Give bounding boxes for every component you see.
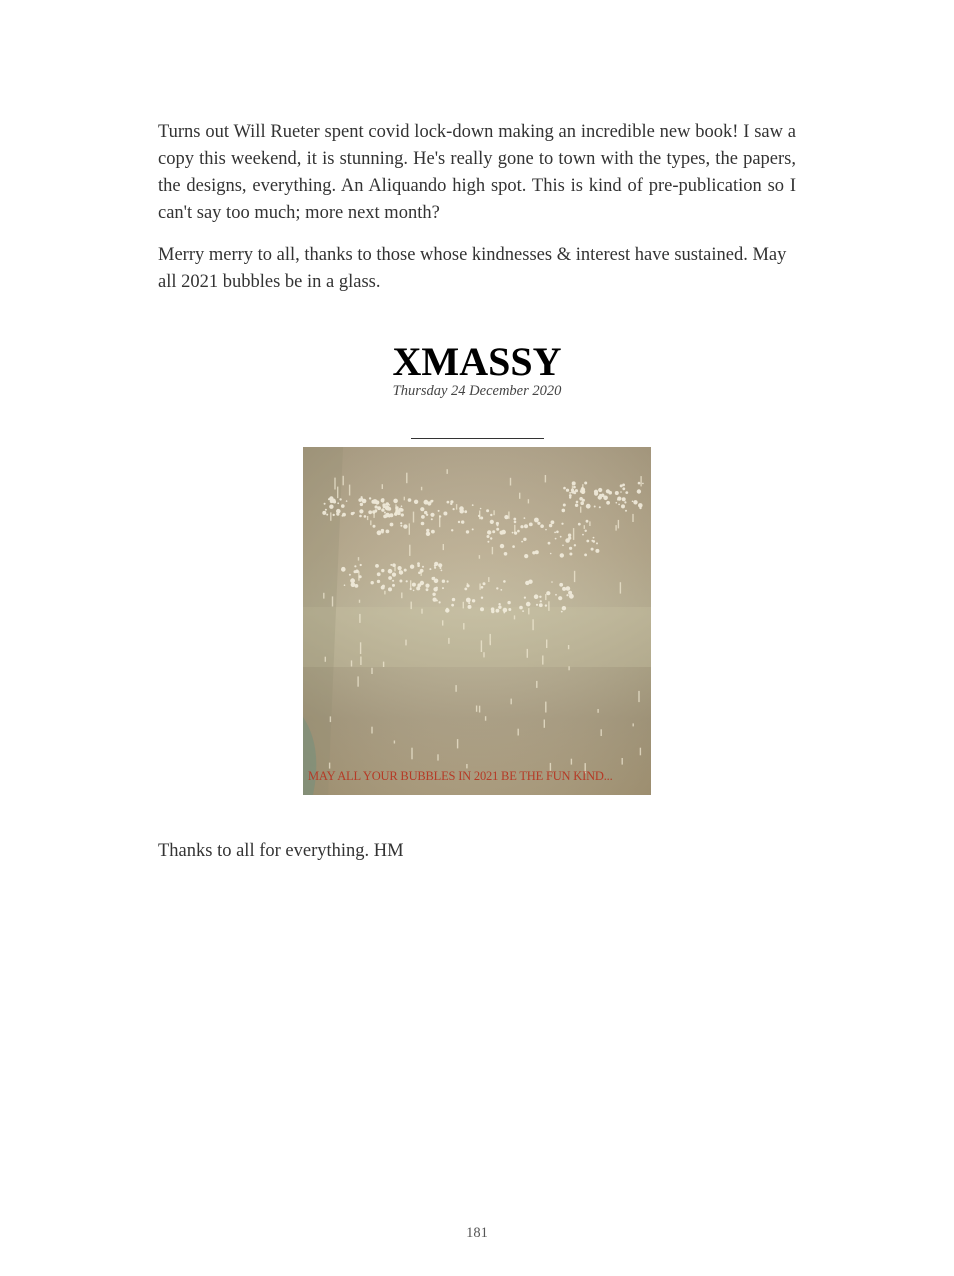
bubble-dot — [384, 512, 386, 514]
bubble-dot — [364, 515, 367, 518]
paragraph-will-rueter-book: Turns out Will Rueter spent covid lock-down making an incredible new book! I saw a copy this weekend, it is stunning. He's really gone to town with the types, the papers, the designs, everything. An Aliquando high spot. This is kind of pre-publication so I can't say too much; more next month? — [158, 122, 796, 223]
bubble-dot — [341, 504, 345, 508]
bubble-dot — [496, 609, 500, 613]
bubble-dot — [390, 564, 392, 566]
bubble-dot — [385, 506, 389, 510]
bubble-dot — [486, 509, 489, 512]
bubble-dot — [369, 497, 371, 499]
bubble-dot — [561, 523, 563, 525]
bubble-dot — [464, 510, 467, 513]
bubble-dot — [548, 542, 551, 545]
bubble-dot — [442, 587, 444, 589]
bubble-dot — [349, 574, 351, 576]
bubble-dot — [563, 487, 566, 490]
bubble-dot — [555, 538, 557, 540]
bubble-dot — [406, 580, 408, 582]
bubble-dot — [517, 530, 520, 533]
bubble-dot — [560, 553, 564, 557]
bubble-dot — [324, 503, 326, 505]
bubble-dot — [430, 513, 434, 517]
bubble-dot — [504, 515, 508, 519]
bubble-dot — [560, 536, 562, 538]
bubble-dot — [490, 537, 492, 539]
bubble-dot — [606, 489, 610, 493]
bubble-dot — [375, 564, 379, 568]
bubble-dot — [472, 599, 475, 602]
bubble-dot — [620, 491, 622, 493]
bubble-dot — [480, 508, 482, 510]
bubble-dot — [480, 517, 483, 520]
bubble-dot — [537, 522, 540, 525]
bubble-dot — [490, 514, 492, 516]
bubble-dot — [341, 567, 346, 572]
bubble-dot — [522, 610, 524, 612]
bubble-dot — [439, 601, 441, 603]
bubble-dot — [377, 530, 382, 535]
bubble-dot — [418, 572, 421, 575]
bubble-dot — [625, 510, 627, 512]
bubble-dot — [403, 524, 407, 528]
bubble-dot — [593, 537, 595, 539]
bubble-dot — [618, 504, 620, 506]
bubble-dot — [594, 506, 596, 508]
bubble-dot — [359, 515, 362, 518]
bubble-dot — [519, 606, 523, 610]
bubble-dot — [371, 581, 374, 584]
bubble-dot — [559, 583, 563, 587]
bubble-dot — [500, 544, 504, 548]
bubble-dot — [487, 530, 491, 534]
bubble-dot — [582, 534, 584, 536]
bubble-dot — [434, 579, 439, 584]
bubble-dot — [625, 491, 628, 494]
bubble-dot — [472, 528, 474, 530]
bubble-dot — [451, 529, 453, 531]
bubble-dot — [447, 580, 449, 582]
bubble-dot — [381, 569, 384, 572]
bubble-dot — [595, 549, 599, 553]
bubble-dot — [458, 521, 460, 523]
bubble-dot — [633, 500, 637, 504]
bubble-dot — [332, 499, 336, 503]
bubble-dot — [381, 508, 384, 511]
bubble-dot — [570, 496, 572, 498]
bubble-dot — [433, 587, 437, 591]
bubble-dot — [504, 552, 508, 556]
bubble-dot — [545, 529, 547, 531]
bubble-dot — [642, 483, 644, 485]
bubble-dot — [534, 594, 539, 599]
bubble-dot — [562, 545, 564, 547]
bubble-dot — [566, 489, 569, 492]
bubble-dot — [562, 509, 566, 513]
bubble-dot — [433, 598, 437, 602]
bubble-dot — [360, 503, 363, 506]
bubble-dot — [399, 570, 401, 572]
bubble-dot — [521, 541, 523, 543]
bubble-dot — [434, 567, 436, 569]
bubble-dot — [392, 580, 394, 582]
bubble-dot — [632, 501, 634, 503]
bubble-dot — [624, 501, 626, 503]
bubble-dot — [445, 608, 449, 612]
bubble-dot — [575, 504, 578, 507]
bubble-dot — [512, 545, 515, 548]
bubble-dot — [615, 491, 619, 495]
bubble-dot — [413, 590, 415, 592]
bubble-dot — [498, 606, 501, 609]
bubble-dot — [377, 506, 381, 510]
bubble-dot — [329, 505, 333, 509]
bubble-dot — [584, 554, 587, 557]
bubble-dot — [575, 489, 578, 492]
bubble-dot — [388, 587, 392, 591]
bubble-dot — [375, 505, 378, 508]
bubble-dot — [431, 530, 435, 534]
bubble-dot — [375, 511, 377, 513]
bubble-dot — [466, 598, 471, 603]
bubble-dot — [410, 565, 414, 569]
bubble-dot — [586, 540, 589, 543]
bubble-dot — [508, 608, 511, 611]
bubble-dot — [421, 522, 425, 526]
bubble-dot — [377, 572, 381, 576]
bubble-dot — [487, 541, 489, 543]
bubble-dot — [388, 569, 393, 574]
bubble-dot — [616, 502, 618, 504]
bubble-dot — [539, 603, 543, 607]
bubble-dot — [373, 499, 378, 504]
bubble-dot — [399, 580, 402, 583]
bubble-dot — [466, 530, 469, 533]
bubble-dot — [426, 529, 429, 532]
bubble-dot — [421, 515, 425, 519]
bubble-dot — [325, 509, 327, 511]
bubble-dot — [579, 497, 583, 501]
bubble-dot — [563, 504, 566, 507]
bubble-dot — [536, 604, 538, 606]
bubble-dot — [414, 500, 418, 504]
bubble-dot — [441, 570, 443, 572]
bubble-dot — [596, 542, 598, 544]
bubble-dot — [410, 588, 412, 590]
bubble-dot — [417, 583, 421, 587]
bubble-dot — [354, 565, 356, 567]
paragraph-season-greetings: Merry merry to all, thanks to those whose kindnesses & interest have sustained. May all 2021 bubbles be in a glass. — [158, 245, 787, 292]
bubble-dot — [438, 563, 442, 567]
bubble-dot — [388, 515, 390, 517]
bubbles-photo — [303, 447, 651, 795]
bubble-dot — [566, 586, 571, 591]
bubble-dot — [507, 601, 510, 604]
bubble-dot — [429, 568, 431, 570]
bubble-dot — [569, 492, 571, 494]
bubble-dot — [558, 596, 562, 600]
bubble-dot — [523, 538, 526, 541]
bubble-dot — [337, 502, 339, 504]
bubble-dot — [598, 488, 602, 492]
bubble-dot — [568, 534, 571, 537]
bubble-dot — [461, 520, 464, 523]
bubble-dot — [381, 499, 385, 503]
bubble-dot — [359, 509, 363, 513]
bubble-dot — [386, 502, 390, 506]
bubble-dot — [481, 597, 483, 599]
bubble-dot — [568, 537, 571, 540]
bubble-dot — [504, 612, 506, 614]
bubble-dot — [377, 580, 380, 583]
bubble-dot — [438, 510, 440, 512]
bubble-dot — [599, 506, 601, 508]
bubble-dot — [512, 532, 514, 534]
bubble-dot — [417, 564, 420, 567]
bubble-dot — [326, 514, 328, 516]
bubble-dot — [621, 504, 625, 508]
bubble-dot — [578, 523, 581, 526]
bubble-dot — [497, 524, 499, 526]
bubble-dot — [400, 508, 404, 512]
bubble-dot — [398, 566, 402, 570]
bubble-dot — [328, 498, 330, 500]
bubble-dot — [574, 544, 576, 546]
bubble-dot — [333, 514, 335, 516]
bubble-dot — [373, 525, 376, 528]
bubble-dot — [384, 515, 386, 517]
bubble-dot — [540, 600, 542, 602]
bubble-dot — [546, 591, 550, 595]
bubble-dot — [513, 518, 516, 521]
bubble-dot — [591, 540, 593, 542]
bubble-dot — [568, 591, 572, 595]
bubble-dot — [585, 530, 587, 532]
bubble-dot — [554, 532, 556, 534]
bubble-dot — [388, 576, 392, 580]
bubble-dot — [591, 548, 594, 551]
bubble-dot — [322, 511, 326, 515]
bubble-dot — [561, 611, 563, 613]
bubble-dot — [573, 486, 576, 489]
bubble-dot — [382, 585, 385, 588]
bubble-dot — [584, 482, 587, 485]
bubble-dot — [540, 524, 544, 528]
bubble-dot — [386, 530, 390, 534]
bubble-dot — [562, 587, 566, 591]
bubble-dot — [453, 508, 455, 510]
bubble-dot — [424, 511, 427, 514]
bubble-dot — [639, 507, 641, 509]
post-title: XMASSY — [392, 339, 562, 384]
bubble-dot — [586, 520, 589, 523]
bubble-dot — [580, 501, 584, 505]
bubble-dot — [490, 520, 494, 524]
bubble-dot — [450, 503, 452, 505]
bubble-dot — [451, 604, 454, 607]
bubble-dot — [503, 608, 508, 613]
bubble-dot — [468, 605, 472, 609]
bubble-dot — [514, 521, 517, 524]
bubble-dot — [549, 524, 552, 527]
bubble-dot — [572, 481, 576, 485]
post-date: Thursday 24 December 2020 — [392, 383, 562, 399]
bubble-dot — [400, 525, 402, 527]
bubble-dot — [539, 596, 541, 598]
bubble-dot — [368, 510, 372, 514]
bubble-dot — [569, 547, 572, 550]
bubble-dot — [576, 501, 579, 504]
bubble-dot — [524, 554, 528, 558]
bubble-dot — [550, 553, 552, 555]
bubble-dot — [360, 564, 362, 566]
bubble-dot — [393, 499, 398, 504]
bubble-dot — [425, 584, 429, 588]
bubble-dot — [594, 492, 598, 496]
bubble-dot — [452, 598, 455, 601]
bubble-dot — [555, 594, 557, 596]
bubble-dot — [392, 584, 395, 587]
bubble-dot — [491, 610, 494, 613]
bubble-dot — [503, 580, 506, 583]
bubble-dot — [498, 603, 500, 605]
bubble-dot — [622, 497, 626, 501]
bubble-dot — [500, 589, 502, 591]
bubble-dot — [480, 607, 484, 611]
bubble-dot — [346, 500, 348, 502]
bubble-dot — [401, 505, 403, 507]
bubble-dot — [481, 586, 484, 589]
bubble-dot — [524, 597, 526, 599]
bubble-dot — [556, 531, 559, 534]
page-number: 181 — [466, 1225, 488, 1241]
bubble-dot — [545, 604, 547, 606]
bubble-dot — [637, 489, 641, 493]
bubble-dot — [447, 501, 450, 504]
bubble-dot — [431, 518, 433, 520]
bubble-dot — [443, 512, 447, 516]
bubble-dot — [360, 498, 363, 501]
bubble-dot — [459, 509, 464, 514]
paragraph-thanks: Thanks to all for everything. HM — [158, 841, 404, 861]
bubble-dot — [336, 509, 341, 514]
bubble-dot — [532, 551, 535, 554]
bubble-dot — [381, 531, 383, 533]
bubble-dot — [520, 525, 523, 528]
photo-caption: MAY ALL YOUR BUBBLES IN 2021 BE THE FUN KIND... — [308, 769, 613, 783]
bubble-dot — [496, 528, 499, 531]
bubble-dot — [472, 504, 474, 506]
bubble-dot — [638, 482, 641, 485]
bubble-dot — [408, 498, 412, 502]
bubble-dot — [434, 562, 438, 566]
bubble-dot — [468, 602, 470, 604]
bubble-dot — [492, 530, 495, 533]
bubble-dot — [574, 492, 576, 494]
bubble-dot — [501, 530, 506, 535]
bubble-dot — [566, 594, 568, 596]
bubble-dot — [339, 498, 341, 500]
bubble-dot — [442, 580, 445, 583]
bubble-dot — [622, 484, 625, 487]
bubble-dot — [430, 500, 433, 503]
bubble-dot — [487, 535, 490, 538]
bubble-dot — [524, 517, 526, 519]
bubble-dot — [351, 512, 354, 515]
bubble-dot — [569, 553, 572, 556]
bubble-dot — [342, 513, 346, 517]
bubble-dot — [464, 588, 467, 591]
bubble-dot — [392, 573, 396, 577]
bubble-dot — [420, 507, 424, 511]
bubble-dot — [483, 582, 486, 585]
bubble-dot — [440, 567, 442, 569]
bubble-dot — [426, 532, 430, 536]
title-divider — [411, 438, 544, 439]
bubble-dot — [404, 569, 407, 572]
bubble-dot — [622, 487, 625, 490]
bubble-dot — [496, 587, 498, 589]
bubble-dot — [412, 583, 416, 587]
bubble-dot — [528, 580, 532, 584]
bubble-dot — [524, 524, 528, 528]
bubble-dot — [551, 581, 553, 583]
bubble-dot — [551, 520, 555, 524]
bubble-dot — [390, 523, 394, 527]
bubble-dot — [401, 513, 404, 516]
bubble-dot — [526, 602, 531, 607]
bubble-dot — [534, 518, 539, 523]
bubble-dot — [606, 501, 610, 505]
bubble-dot — [599, 494, 602, 497]
bubble-dot — [432, 593, 435, 596]
bubble-dot — [529, 523, 533, 527]
bubble-dot — [586, 504, 591, 509]
bubble-dot — [422, 566, 424, 568]
bubble-dot — [400, 522, 402, 524]
bubble-dot — [392, 563, 396, 567]
bubbles-illustration — [303, 447, 651, 795]
bubble-dot — [351, 583, 356, 588]
bubble-dot — [426, 588, 429, 591]
bubble-dot — [344, 584, 346, 586]
bubble-dot — [562, 606, 566, 610]
bubble-dot — [617, 499, 619, 501]
